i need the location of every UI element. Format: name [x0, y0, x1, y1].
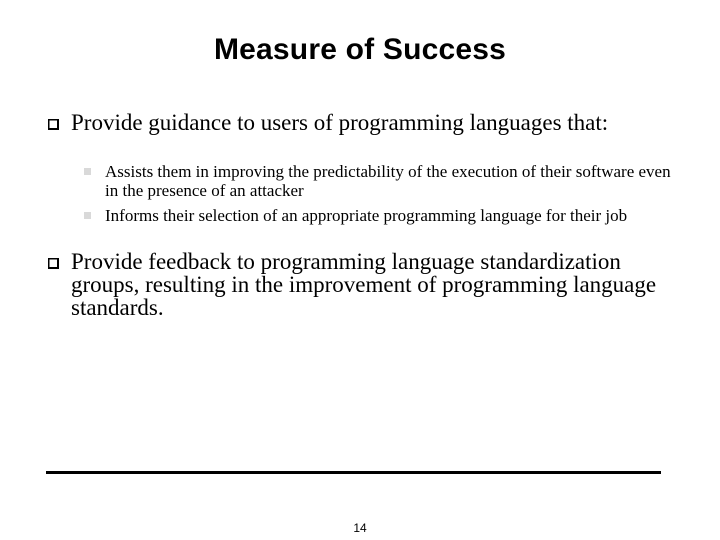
sub-bullet-text: Assists them in improving the predictability of the execution of their software even in the presence of an attacker — [105, 162, 671, 200]
sub-bullet-list — [84, 162, 684, 225]
bullet-item — [48, 111, 688, 134]
footer-divider — [46, 471, 661, 474]
sub-bullet-item — [84, 206, 684, 225]
hollow-square-bullet-icon — [48, 119, 59, 130]
slide-title: Measure of Success — [213, 33, 507, 66]
bullet-item — [48, 250, 688, 319]
bullet-text: Provide feedback to programming language standardization groups, resulting in the improvement of programming language standards. — [71, 249, 657, 320]
gray-square-bullet-icon — [84, 168, 91, 175]
gray-square-bullet-icon — [84, 212, 91, 219]
sub-bullet-item — [84, 162, 684, 200]
bullet-text: Provide guidance to users of programming languages that: — [71, 110, 609, 135]
page-number: 14 — [353, 521, 367, 535]
sub-bullet-text: Informs their selection of an appropriate programming language for their job — [105, 206, 628, 225]
hollow-square-bullet-icon — [48, 258, 59, 269]
